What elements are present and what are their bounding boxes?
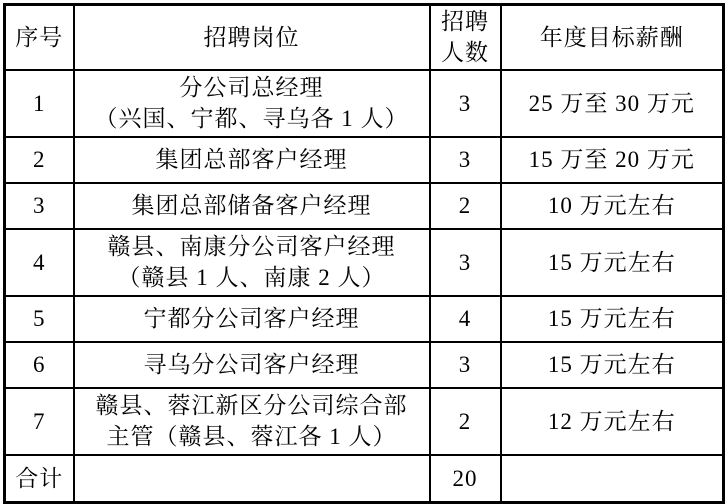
- cell-position: [74, 137, 430, 183]
- cell-count: 2: [430, 388, 501, 455]
- position-line: 集团总部储备客户经理: [131, 193, 372, 218]
- position-line: 赣县、蓉江新区分公司综合部: [95, 393, 408, 418]
- cell-position: [74, 183, 430, 229]
- cell-salary: 12 万元左右: [501, 388, 724, 455]
- cell-count: 3: [430, 342, 501, 388]
- footer-salary-empty: [501, 455, 724, 503]
- cell-count: 3: [430, 70, 501, 137]
- table-row: [5, 137, 724, 183]
- cell-count: 3: [430, 229, 501, 296]
- table-row: [5, 229, 724, 296]
- cell-count: 3: [430, 137, 501, 183]
- position-line: （赣县 1 人、南康 2 人）: [117, 265, 386, 290]
- cell-count: 4: [430, 296, 501, 342]
- cell-no: 6: [5, 342, 74, 388]
- cell-position: [74, 296, 430, 342]
- position-line: 寻乌分公司客户经理: [143, 352, 360, 377]
- cell-no: 4: [5, 229, 74, 296]
- table-row: [5, 70, 724, 137]
- cell-count: 2: [430, 183, 501, 229]
- header-cell-count: 招聘人数: [430, 5, 501, 70]
- footer-label: 合计: [5, 455, 74, 503]
- table-header-row: [5, 5, 724, 70]
- cell-salary: 15 万元左右: [501, 342, 724, 388]
- cell-position: [74, 388, 430, 455]
- header-cell-position: 招聘岗位: [74, 5, 430, 70]
- cell-salary: 10 万元左右: [501, 183, 724, 229]
- table-row: [5, 342, 724, 388]
- cell-salary: 25 万至 30 万元: [501, 70, 724, 137]
- header-cell-salary: 年度目标薪酬: [501, 5, 724, 70]
- cell-position: [74, 70, 430, 137]
- footer-position-empty: [74, 455, 430, 503]
- cell-salary: 15 万元左右: [501, 229, 724, 296]
- cell-salary: 15 万至 20 万元: [501, 137, 724, 183]
- cell-no: 1: [5, 70, 74, 137]
- recruitment-table: [3, 3, 725, 504]
- cell-position: [74, 342, 430, 388]
- table-row: [5, 296, 724, 342]
- cell-no: 2: [5, 137, 74, 183]
- position-line: 集团总部客户经理: [155, 147, 348, 172]
- table-row: [5, 183, 724, 229]
- footer-total-count: 20: [430, 455, 501, 503]
- position-line: （兴国、宁都、寻乌各 1 人）: [94, 106, 409, 131]
- cell-position: [74, 229, 430, 296]
- cell-no: 5: [5, 296, 74, 342]
- header-cell-no: 序号: [5, 5, 74, 70]
- position-line: 赣县、南康分公司客户经理: [107, 234, 396, 259]
- cell-no: 7: [5, 388, 74, 455]
- cell-salary: 15 万元左右: [501, 296, 724, 342]
- table-footer-row: [5, 455, 724, 503]
- position-line: 分公司总经理: [179, 75, 324, 100]
- cell-no: 3: [5, 183, 74, 229]
- position-line: 主管（赣县、蓉江各 1 人）: [106, 424, 397, 449]
- table-row: [5, 388, 724, 455]
- position-line: 宁都分公司客户经理: [143, 306, 360, 331]
